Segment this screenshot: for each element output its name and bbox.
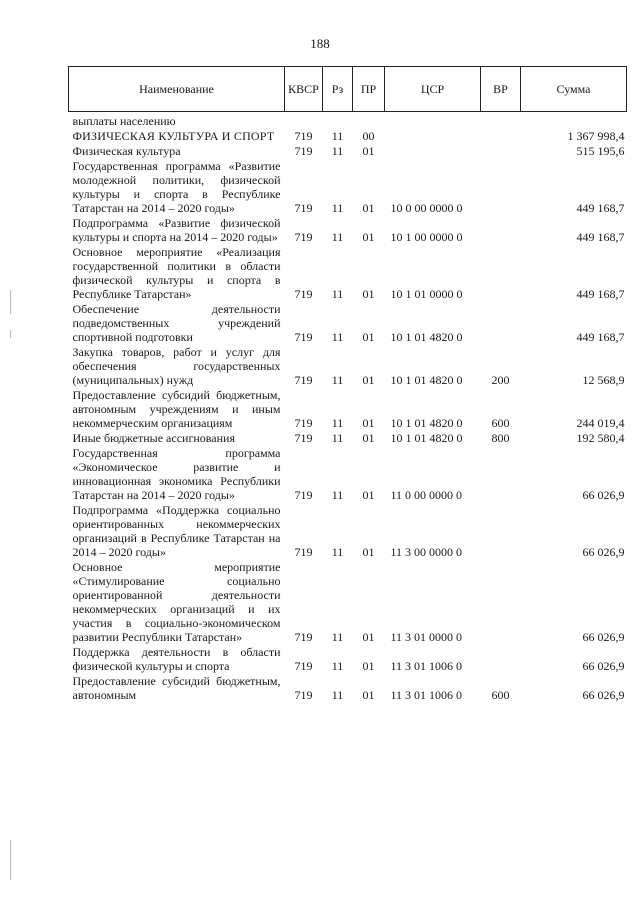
- cell-sum: 1 367 998,4: [567, 129, 625, 143]
- cell-pr: 00: [362, 129, 375, 143]
- table-row: [69, 245, 627, 302]
- cell-name: Подпрограмма «Развитие физической культуры и спорта на 2014 – 2020 годы»: [72, 216, 281, 244]
- cell-csr: [385, 112, 481, 130]
- cell-vr: 200: [491, 373, 510, 387]
- header-csr: ЦСР: [385, 67, 481, 112]
- header-row: [69, 67, 627, 112]
- cell-name: Закупка товаров, работ и услуг для обеспечения государственных (муниципальных) нужд: [72, 345, 281, 387]
- cell-name: Предоставление субсидий бюджетным, автономным учреждениям и иным некоммерческим организациям: [72, 388, 281, 430]
- cell-name: Физическая культура: [72, 144, 181, 158]
- cell-kvsr: 719: [294, 330, 313, 344]
- cell-vr: 600: [491, 416, 510, 430]
- cell-csr: 11 0 00 0000 0: [390, 488, 463, 502]
- cell-sum: 66 026,9: [582, 488, 625, 502]
- cell-sum: 449 168,7: [576, 201, 625, 215]
- table-row: [69, 216, 627, 245]
- cell-pr: 01: [362, 545, 375, 559]
- cell-pr: 01: [362, 630, 375, 644]
- header-vr: ВР: [481, 67, 521, 112]
- table-row: [69, 129, 627, 144]
- cell-csr: 10 1 01 4820 0: [390, 373, 463, 387]
- cell-vr: [481, 245, 521, 302]
- cell-name: Поддержка деятельности в области физической культуры и спорта: [72, 645, 281, 673]
- cell-kvsr: 719: [294, 630, 313, 644]
- cell-sum: 66 026,9: [582, 659, 625, 673]
- cell-sum: [521, 112, 627, 130]
- cell-csr: 10 1 01 4820 0: [390, 416, 463, 430]
- cell-vr: [481, 112, 521, 130]
- cell-vr: 800: [491, 431, 510, 445]
- cell-csr: 10 1 00 0000 0: [390, 230, 463, 244]
- cell-csr: 11 3 01 1006 0: [390, 659, 463, 673]
- cell-kvsr: 719: [294, 373, 313, 387]
- cell-name: Основное мероприятие «Стимулирование социально ориентированной деятельности некоммерческих организаций и их участия в социально-экономическом развитии Республики Татарстан»: [72, 560, 281, 644]
- cell-rz: 11: [331, 688, 344, 702]
- cell-csr: [385, 144, 481, 159]
- table-row: [69, 345, 627, 388]
- cell-kvsr: 719: [294, 488, 313, 502]
- cell-pr: 01: [362, 488, 375, 502]
- cell-name: Предоставление субсидий бюджетным, автономным: [72, 674, 281, 702]
- cell-kvsr: 719: [294, 431, 313, 445]
- cell-sum: 66 026,9: [582, 688, 625, 702]
- cell-csr: 11 3 01 1006 0: [390, 688, 463, 702]
- cell-rz: 11: [331, 431, 344, 445]
- cell-name: ФИЗИЧЕСКАЯ КУЛЬТУРА И СПОРТ: [72, 129, 275, 143]
- scan-artifact: [10, 840, 11, 880]
- cell-kvsr: 719: [294, 129, 313, 143]
- table-row: [69, 503, 627, 560]
- cell-vr: [481, 645, 521, 674]
- cell-pr: 01: [362, 287, 375, 301]
- scan-artifact: [10, 290, 11, 314]
- cell-pr: 01: [362, 230, 375, 244]
- cell-name: выплаты населению: [72, 114, 176, 128]
- table-row: [69, 560, 627, 645]
- cell-sum: 192 580,4: [576, 431, 625, 445]
- cell-csr: [385, 129, 481, 144]
- cell-rz: [323, 112, 353, 130]
- cell-rz: 11: [331, 330, 344, 344]
- cell-kvsr: [285, 112, 323, 130]
- cell-csr: 10 1 01 4820 0: [390, 431, 463, 445]
- cell-kvsr: 719: [294, 688, 313, 702]
- cell-vr: [481, 216, 521, 245]
- cell-pr: 01: [362, 144, 375, 158]
- table-body: [69, 112, 627, 704]
- cell-kvsr: 719: [294, 144, 313, 158]
- cell-rz: 11: [331, 144, 344, 158]
- cell-sum: 12 568,9: [582, 373, 625, 387]
- cell-csr: 10 1 01 0000 0: [390, 287, 463, 301]
- cell-rz: 11: [331, 488, 344, 502]
- scan-artifact: [10, 330, 11, 338]
- cell-name: Иные бюджетные ассигнования: [72, 431, 235, 445]
- cell-pr: [353, 112, 385, 130]
- cell-kvsr: 719: [294, 416, 313, 430]
- cell-pr: 01: [362, 373, 375, 387]
- table-row: [69, 645, 627, 674]
- cell-rz: 11: [331, 129, 344, 143]
- cell-sum: 449 168,7: [576, 287, 625, 301]
- cell-pr: 01: [362, 431, 375, 445]
- cell-kvsr: 719: [294, 230, 313, 244]
- cell-csr: 11 3 00 0000 0: [390, 545, 463, 559]
- cell-pr: 01: [362, 688, 375, 702]
- cell-sum: 66 026,9: [582, 545, 625, 559]
- cell-vr: [481, 144, 521, 159]
- cell-kvsr: 719: [294, 287, 313, 301]
- cell-rz: 11: [331, 287, 344, 301]
- table-row: [69, 674, 627, 703]
- header-name: Наименование: [69, 67, 285, 112]
- table-row: [69, 112, 627, 130]
- cell-pr: 01: [362, 330, 375, 344]
- cell-vr: [481, 159, 521, 216]
- cell-csr: 10 0 00 0000 0: [390, 201, 463, 215]
- cell-kvsr: 719: [294, 545, 313, 559]
- cell-rz: 11: [331, 545, 344, 559]
- header-rz: Рз: [323, 67, 353, 112]
- table-row: [69, 302, 627, 345]
- header-sum: Сумма: [521, 67, 627, 112]
- cell-rz: 11: [331, 201, 344, 215]
- table-row: [69, 159, 627, 216]
- cell-kvsr: 719: [294, 201, 313, 215]
- cell-sum: 244 019,4: [576, 416, 625, 430]
- cell-csr: 10 1 01 4820 0: [390, 330, 463, 344]
- header-pr: ПР: [353, 67, 385, 112]
- cell-rz: 11: [331, 416, 344, 430]
- cell-kvsr: 719: [294, 659, 313, 673]
- cell-sum: 449 168,7: [576, 330, 625, 344]
- cell-pr: 01: [362, 416, 375, 430]
- page-number: 188: [310, 36, 330, 51]
- cell-vr: [481, 129, 521, 144]
- cell-sum: 449 168,7: [576, 230, 625, 244]
- cell-rz: 11: [331, 659, 344, 673]
- cell-vr: [481, 560, 521, 645]
- cell-vr: 600: [491, 688, 510, 702]
- cell-name: Основное мероприятие «Реализация государственной политики в области физической культуры и спорта в Республике Татарстан»: [72, 245, 281, 301]
- table-row: [69, 388, 627, 431]
- table-header: [69, 67, 627, 112]
- cell-sum: 515 195,6: [576, 144, 625, 158]
- table-row: [69, 446, 627, 503]
- table-row: [69, 144, 627, 159]
- cell-rz: 11: [331, 630, 344, 644]
- cell-name: Обеспечение деятельности подведомственных учреждений спортивной подготовки: [72, 302, 281, 344]
- cell-pr: 01: [362, 659, 375, 673]
- cell-rz: 11: [331, 230, 344, 244]
- cell-name: Подпрограмма «Поддержка социально ориентированных некоммерческих организаций в Республике Татарстан на 2014 – 2020 годы»: [72, 503, 281, 559]
- cell-name: Государственная программа «Развитие молодежной политики, физической культуры и спорта в Республике Татарстан на 2014 – 2020 годы»: [72, 159, 281, 215]
- cell-sum: 66 026,9: [582, 630, 625, 644]
- cell-vr: [481, 302, 521, 345]
- cell-name: Государственная программа «Экономическое развитие и инновационная экономика Республики Татарстан на 2014 – 2020 годы»: [72, 446, 281, 502]
- budget-table: [68, 66, 627, 703]
- cell-csr: 11 3 01 0000 0: [390, 630, 463, 644]
- cell-pr: 01: [362, 201, 375, 215]
- table-row: [69, 431, 627, 446]
- header-kvsr: КВСР: [285, 67, 323, 112]
- cell-vr: [481, 446, 521, 503]
- cell-vr: [481, 503, 521, 560]
- cell-rz: 11: [331, 373, 344, 387]
